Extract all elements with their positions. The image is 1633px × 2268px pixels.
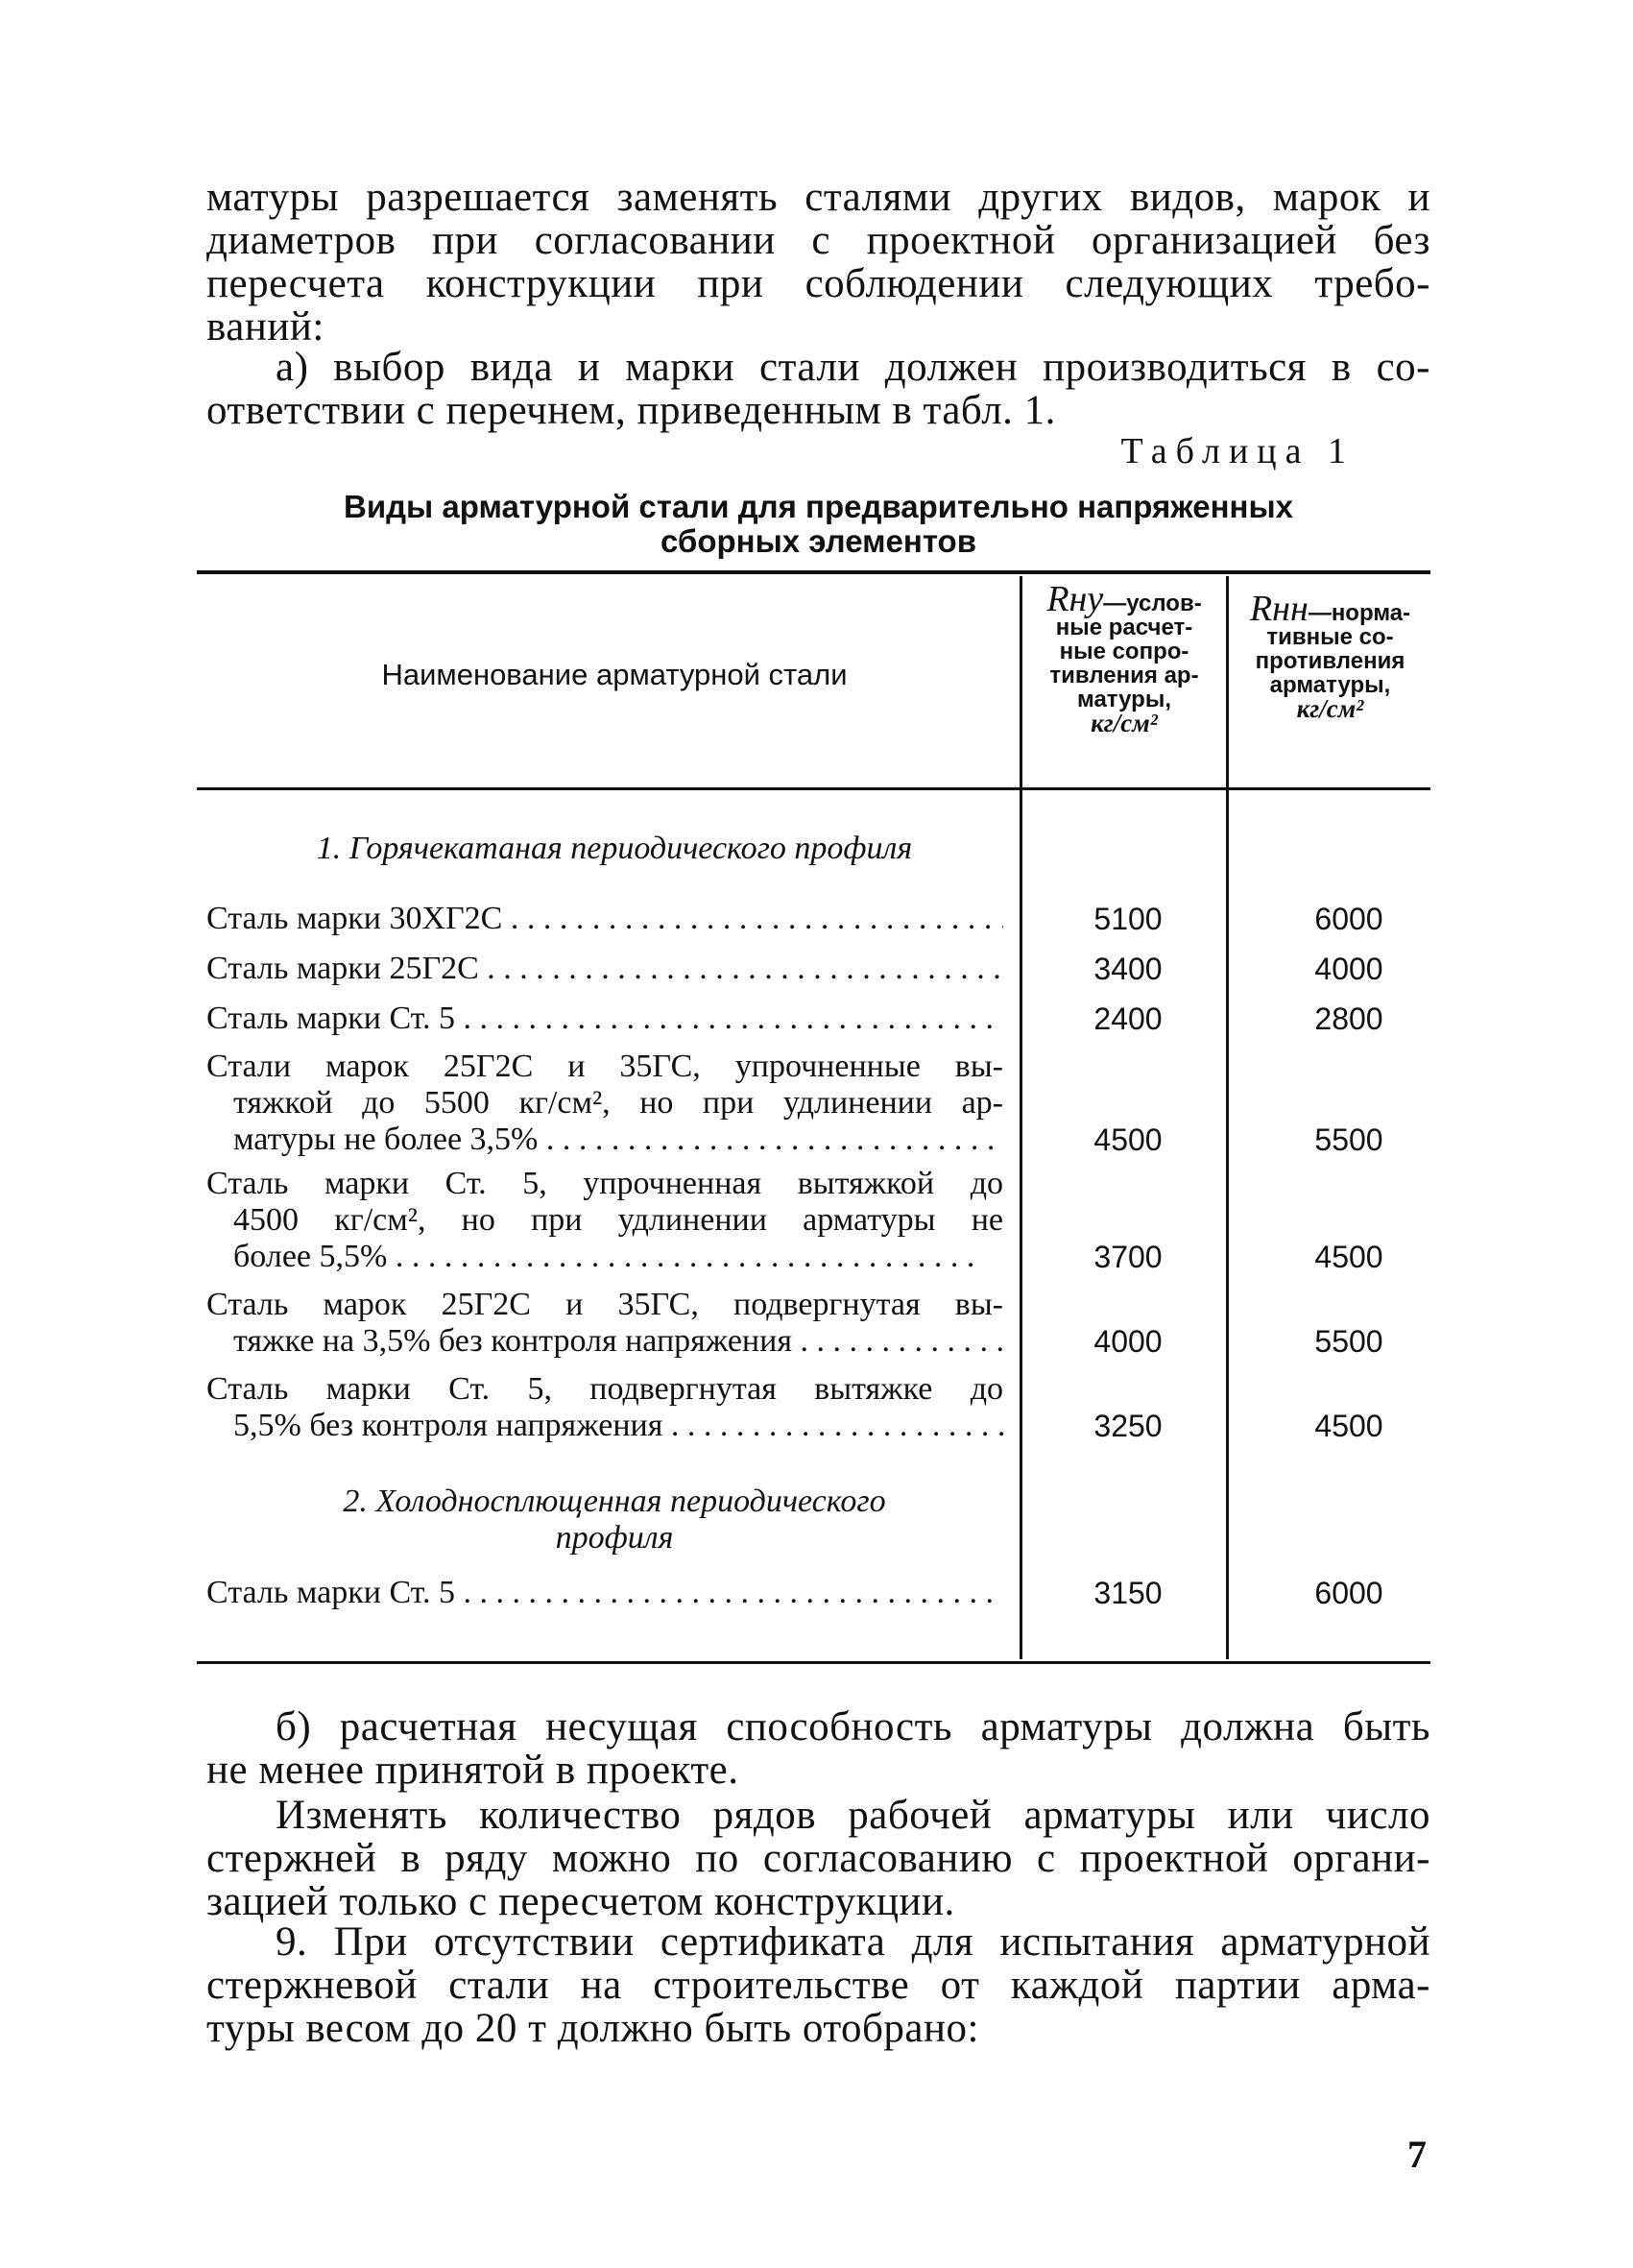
table-header-rule bbox=[197, 787, 1430, 790]
symbol-r-n: Rнн bbox=[1249, 589, 1309, 629]
row-name bbox=[206, 1575, 1003, 1611]
row-name bbox=[206, 1287, 1003, 1360]
paragraph-9 bbox=[206, 1920, 1430, 2050]
row-value-r-nu: 2400 bbox=[1093, 1001, 1163, 1036]
text-line: 9. При отсутствии сертификата для испытания арматурной bbox=[276, 1919, 1430, 1965]
row-name-line: Сталь марки Ст. 5, упрочненная вытяжкой до bbox=[206, 1166, 1003, 1201]
table-row bbox=[206, 1166, 1430, 1274]
page-number: 7 bbox=[1407, 2133, 1427, 2176]
symbol-r-nu: Rну bbox=[1046, 579, 1104, 619]
text-line: б) расчетная несущая способность арматуры должна быть bbox=[276, 1704, 1430, 1749]
item-a-paragraph bbox=[206, 346, 1430, 432]
row-value-r-n: 6000 bbox=[1314, 902, 1383, 936]
table-row bbox=[206, 1371, 1430, 1443]
row-value-r-n: 4000 bbox=[1314, 952, 1383, 986]
text-line: ответствии с перечнем, приведенным в табл. 1. bbox=[206, 388, 1056, 433]
row-name-line: Сталь марки Ст. 5, подвергнутая вытяжке до bbox=[206, 1371, 1003, 1407]
text-line: матуры разрешается заменять сталями других видов, марок и bbox=[206, 175, 1430, 220]
row-name bbox=[206, 951, 1003, 987]
text-line: стержней в ряду можно по согласованию с проектной органи- bbox=[206, 1836, 1430, 1881]
table-title bbox=[206, 490, 1430, 559]
table-column-divider bbox=[1226, 576, 1229, 1659]
table-title-line: Виды арматурной стали для предварительно напряженных bbox=[343, 489, 1294, 524]
header-line: —услов- bbox=[1103, 591, 1202, 616]
text-line: зацией только с пересчетом конструкции. bbox=[206, 1879, 955, 1924]
row-value-r-nu: 3700 bbox=[1093, 1240, 1163, 1274]
header-line: противления bbox=[1255, 648, 1405, 674]
row-name-line: тяжкой до 5500 кг/см², но при удлинении ар- bbox=[233, 1085, 1003, 1121]
row-name-line: тяжке на 3,5% без контроля напряжения . . . bbox=[206, 1323, 1003, 1360]
row-name-line: более 5,5% . . . bbox=[206, 1239, 1003, 1275]
row-name bbox=[206, 901, 1003, 937]
text-line: ваний: bbox=[206, 304, 324, 350]
row-value-r-nu: 4000 bbox=[1093, 1324, 1163, 1359]
group-heading-text: профиля bbox=[555, 1520, 674, 1556]
text-line: стержневой стали на строительстве от каждой партии арма- bbox=[206, 1963, 1430, 2008]
column-header-normative-resistance bbox=[1230, 589, 1430, 723]
row-name-line: Сталь марок 25Г2С и 35ГС, подвергнутая вы- bbox=[206, 1287, 1003, 1322]
table-caption: Таблица 1 bbox=[1120, 431, 1355, 471]
column-header-design-resistance bbox=[1023, 579, 1225, 737]
row-name-line: Стали марок 25Г2С и 35ГС, упрочненные вы- bbox=[206, 1049, 1003, 1084]
item-b-paragraph bbox=[206, 1705, 1430, 1792]
text-line: туры весом до 20 т должно быть отобрано: bbox=[206, 2006, 979, 2051]
row-value-r-n: 2800 bbox=[1314, 1001, 1383, 1036]
row-value-r-n: 4500 bbox=[1314, 1240, 1383, 1274]
row-value-r-nu: 3400 bbox=[1093, 952, 1163, 986]
row-name-line: Сталь марки Ст. 5 . . . bbox=[206, 1001, 1003, 1037]
row-name bbox=[206, 1371, 1003, 1444]
header-unit: кг/см² bbox=[1296, 694, 1364, 723]
row-name-line: Сталь марки 30ХГ2С . . . bbox=[206, 901, 1003, 937]
table-row bbox=[206, 1287, 1430, 1359]
intro-paragraph bbox=[206, 176, 1430, 349]
text-line: Изменять количество рядов рабочей арматуры или число bbox=[276, 1793, 1430, 1838]
row-value-r-nu: 4500 bbox=[1093, 1122, 1163, 1157]
table-row bbox=[206, 1575, 1430, 1613]
text-line: пересчета конструкции при соблюдении следующих требо- bbox=[206, 261, 1430, 306]
row-name-line: Сталь марки 25Г2С . . . bbox=[206, 951, 1003, 987]
table-row bbox=[206, 951, 1430, 989]
text-line: не менее принятой в проекте. bbox=[206, 1748, 739, 1793]
table-row bbox=[206, 901, 1430, 939]
column-header-name: Наименование арматурной стали bbox=[381, 658, 848, 691]
header-line: ные расчет- bbox=[1055, 615, 1193, 640]
header-line: —норма- bbox=[1308, 600, 1411, 626]
row-value-r-n: 4500 bbox=[1314, 1409, 1383, 1443]
row-value-r-n: 5500 bbox=[1314, 1324, 1383, 1359]
row-name-line: матуры не более 3,5% . . . bbox=[206, 1122, 1003, 1158]
header-unit: кг/см² bbox=[1091, 709, 1158, 737]
table-top-rule bbox=[197, 570, 1430, 574]
group-heading-text: 2. Холодносплющенная периодического bbox=[343, 1484, 886, 1519]
text-line: а) выбор вида и марки стали должен производиться в со- bbox=[276, 345, 1430, 390]
text-line: диаметров при согласовании с проектной организацией без bbox=[206, 218, 1430, 263]
header-line: ные сопро- bbox=[1059, 639, 1189, 664]
group-heading bbox=[206, 1484, 1022, 1556]
table-title-line: сборных элементов bbox=[660, 523, 976, 559]
table-row bbox=[206, 1049, 1430, 1157]
header-line: тивления ар- bbox=[1049, 663, 1199, 688]
table-bottom-rule bbox=[197, 1661, 1430, 1664]
header-line: тивные со- bbox=[1266, 624, 1394, 650]
group-heading bbox=[206, 831, 1022, 867]
group-heading-text: 1. Горячекатаная периодического профиля bbox=[316, 831, 913, 866]
header-line: арматуры, bbox=[1269, 672, 1391, 698]
row-name-line: 5,5% без контроля напряжения . . . bbox=[206, 1408, 1003, 1444]
row-name bbox=[206, 1049, 1003, 1158]
row-value-r-nu: 3150 bbox=[1093, 1576, 1163, 1610]
row-value-r-n: 6000 bbox=[1314, 1576, 1383, 1610]
row-value-r-nu: 3250 bbox=[1093, 1409, 1163, 1443]
row-name bbox=[206, 1166, 1003, 1275]
header-line: матуры, bbox=[1077, 687, 1171, 712]
row-name-line: Сталь марки Ст. 5 . . . bbox=[206, 1575, 1003, 1611]
row-name-line: 4500 кг/см², но при удлинении арматуры не bbox=[233, 1202, 1003, 1238]
row-value-r-nu: 5100 bbox=[1093, 902, 1163, 936]
row-value-r-n: 5500 bbox=[1314, 1122, 1383, 1157]
change-paragraph bbox=[206, 1794, 1430, 1923]
row-name bbox=[206, 1001, 1003, 1037]
table-row bbox=[206, 1001, 1430, 1039]
